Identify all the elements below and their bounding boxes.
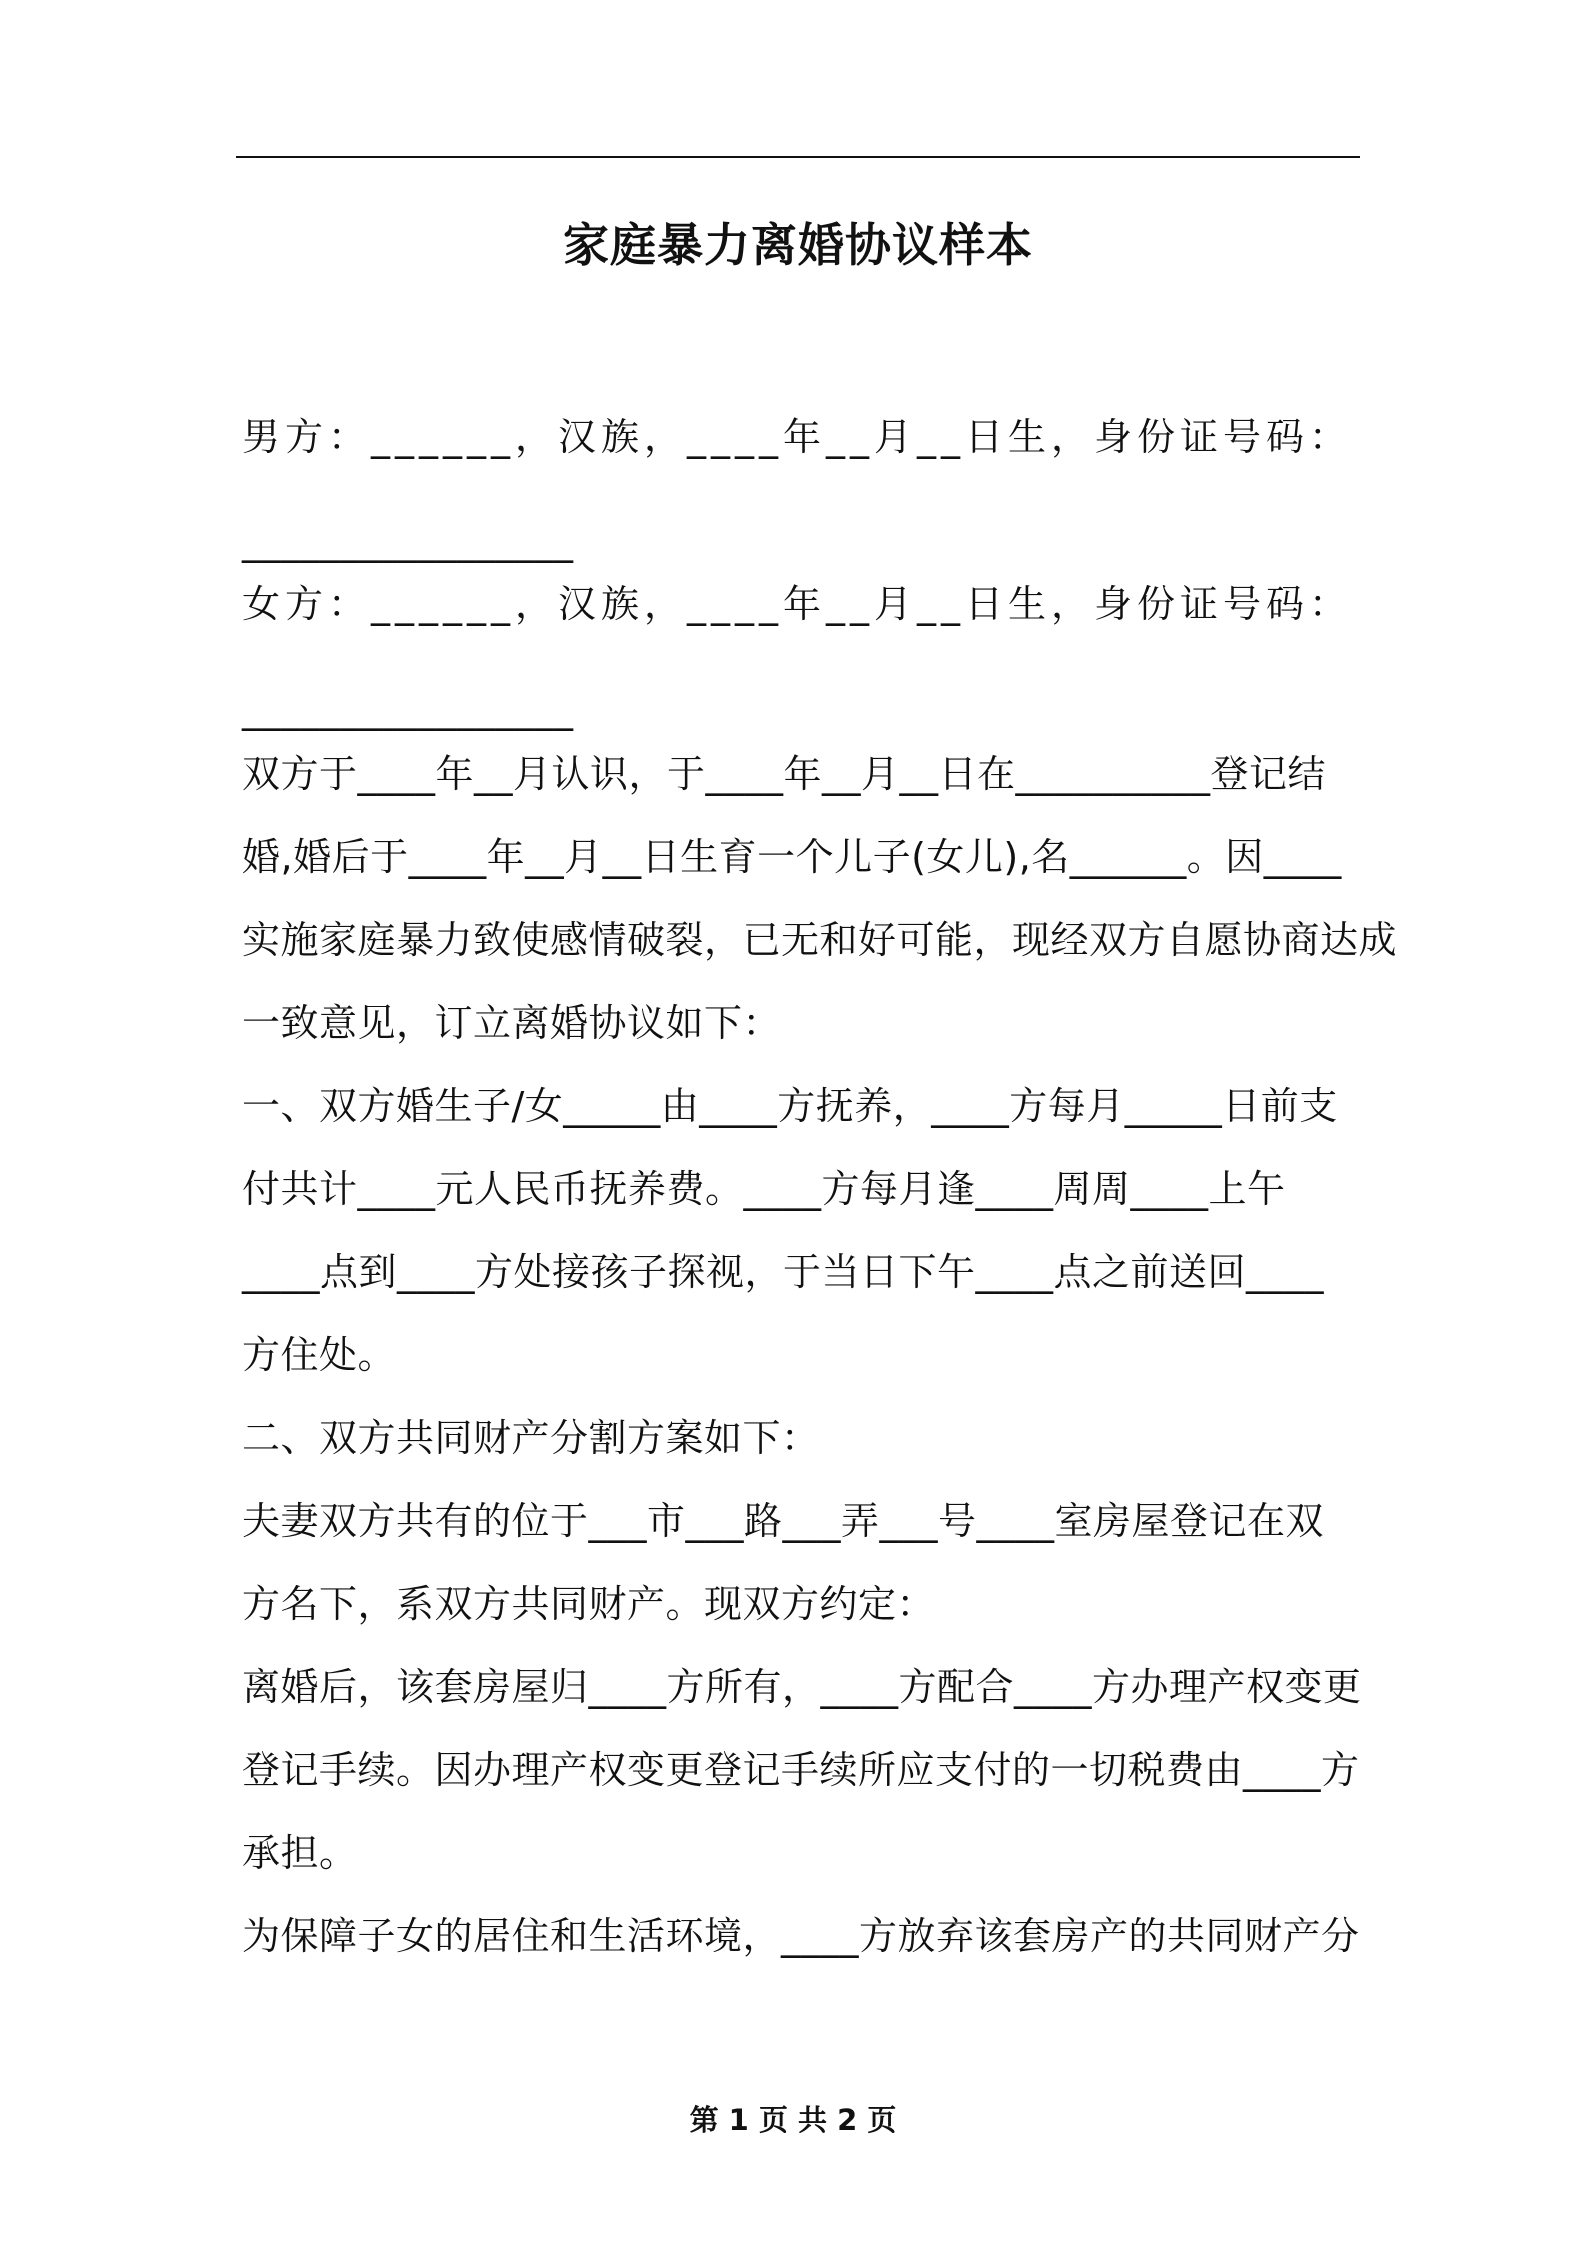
property-line: 夫妻双方共有的位于___市___路___弄___号____室房屋登记在双 xyxy=(242,1499,1325,1543)
property-line: 离婚后，该套房屋归____方所有，____方配合____方办理产权变更 xyxy=(242,1665,1362,1709)
clause-one-line: 付共计____元人民币抚养费。____方每月逢____周周____上午 xyxy=(242,1167,1286,1211)
page-number-footer: 第 1 页 共 2 页 xyxy=(689,2103,897,2137)
document-title: 家庭暴力离婚协议样本 xyxy=(563,218,1033,272)
paragraph-line: 一致意见，订立离婚协议如下： xyxy=(242,1001,782,1045)
property-line: 为保障子女的居住和生活环境，____方放弃该套房产的共同财产分 xyxy=(242,1914,1360,1958)
clause-one-line: ____点到____方处接孩子探视，于当日下午____点之前送回____ xyxy=(242,1250,1325,1294)
female-id-blank: _________________ xyxy=(242,687,574,731)
paragraph-line: 双方于____年__月认识，于____年__月__日在__________登记结 xyxy=(242,752,1327,796)
clause-one-line: 一、双方婚生子/女_____由____方抚养，____方每月_____日前支 xyxy=(242,1084,1338,1128)
male-id-blank: _________________ xyxy=(242,519,574,563)
female-party-line: 女方：______，汉族，____年__月__日生，身份证号码： xyxy=(242,582,1353,626)
property-line: 方名下，系双方共同财产。现双方约定： xyxy=(242,1582,936,1626)
clause-two-heading: 二、双方共同财产分割方案如下： xyxy=(242,1416,820,1460)
paragraph-line: 实施家庭暴力致使感情破裂，已无和好可能，现经双方自愿协商达成 xyxy=(242,918,1398,962)
property-line: 登记手续。因办理产权变更登记手续所应支付的一切税费由____方 xyxy=(242,1748,1360,1792)
clause-one-line: 方住处。 xyxy=(242,1333,397,1377)
male-party-line: 男方：______，汉族，____年__月__日生，身份证号码： xyxy=(242,415,1353,459)
paragraph-line: 婚,婚后于____年__月__日生育一个儿子(女儿),名______。因____ xyxy=(242,835,1342,879)
property-line: 承担。 xyxy=(242,1831,358,1875)
header-rule xyxy=(236,156,1360,158)
